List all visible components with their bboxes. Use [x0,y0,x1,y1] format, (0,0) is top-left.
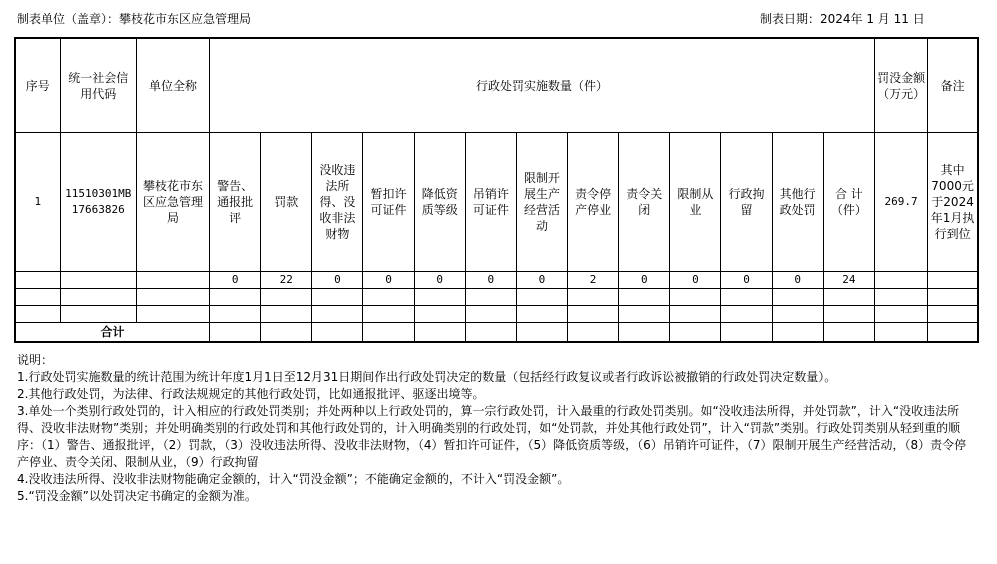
count-business-restriction: 0 [516,272,567,289]
data-row [15,133,978,272]
count-code-blank [60,272,136,289]
count-detention: 0 [721,272,772,289]
subheader-qualification-downgrade: 降低资质等级 [414,133,465,272]
subheader-production-suspension: 责令停产停业 [568,133,619,272]
notes-title: 说明： [17,353,54,367]
table-header-row [15,38,978,133]
subheader-total-count: 合 计（件） [823,133,874,272]
note-item: 2.其他行政处罚，为法律、行政法规规定的其他行政处罚，比如通报批评、驱逐出境等。 [17,387,485,401]
subheader-fine: 罚款 [261,133,312,272]
count-remark-blank [928,272,978,289]
header-seq: 序号 [15,38,60,133]
row-remark: 其中7000元于2024年1月执行到位 [928,133,978,272]
note-item: 3.单处一个类别行政处罚的，计入相应的行政处罚类别；并处两种以上行政处罚的，算一宗行政处罚，计入最重的行政处罚类别。如“没收违法所得，并处罚款”，计入“没收违法所得、没收非法财物”类别；并处明确类别的行政处罚和其他行政处罚的，计入明确类别的行政处罚，如“处罚款，并处其他行政处罚”，计入“罚款”类别。行政处罚类别从轻到重的顺序：（1）警告、通报批评，（2）罚款，（3）没收违法所得、没收非法财物，（4）暂扣许可证件，（5）降低资质等级，（6）吊销许可证件，（7）限制开展生产经营活动，（8）责令停产停业、责令关闭、限制从业，（9）行政拘留 [17,404,967,469]
note-item: 4.没收违法所得、没收非法财物能确定金额的，计入“罚没金额”；不能确定金额的，不计入“罚没金额”。 [17,472,570,486]
header-credit-code: 统一社会信用代码 [60,38,136,133]
count-confiscation: 0 [312,272,363,289]
note-item: 1.行政处罚实施数量的统计范围为统计年度1月1日至12月31日期间作出行政处罚决定的数量（包括经行政复议或者行政诉讼被撤销的行政处罚决定数量）。 [17,370,837,384]
subheader-employment-restriction: 限制从业 [670,133,721,272]
subheader-license-suspension: 暂扣许可证件 [363,133,414,272]
header-amount: 罚没金额（万元） [875,38,928,133]
count-row [15,272,978,289]
count-closure: 0 [619,272,670,289]
reporting-unit-label: 制表单位（盖章）：攀枝花市东区应急管理局 [17,12,252,26]
report-date-label: 制表日期：2024年 1 月 11 日 [760,12,925,26]
subheader-warning: 警告、通报批评 [210,133,261,272]
count-license-revocation: 0 [465,272,516,289]
header-unit-name: 单位全称 [136,38,209,133]
penalty-statistics-table [14,37,979,343]
notes-section [17,352,977,505]
subheader-other-penalty: 其他行政处罚 [772,133,823,272]
count-license-suspension: 0 [363,272,414,289]
row-amount: 269.7 [875,133,928,272]
count-other-penalty: 0 [772,272,823,289]
count-production-suspension: 2 [568,272,619,289]
row-credit-code: 11510301MB17663826 [60,133,136,272]
blank-row [15,306,978,323]
count-total: 24 [823,272,874,289]
header-remark: 备注 [928,38,978,133]
count-employment-restriction: 0 [670,272,721,289]
row-seq: 1 [15,133,60,272]
header-penalty-count-group: 行政处罚实施数量（件） [210,38,875,133]
blank-row [15,289,978,306]
total-label: 合计 [15,323,210,343]
total-row [15,323,978,343]
subheader-license-revocation: 吊销许可证件 [465,133,516,272]
subheader-confiscation: 没收违法所得、没收非法财物 [312,133,363,272]
note-item: 5.“罚没金额”以处罚决定书确定的金额为准。 [17,489,257,503]
row-unit-name: 攀枝花市东区应急管理局 [136,133,209,272]
count-seq-blank [15,272,60,289]
count-fine: 22 [261,272,312,289]
subheader-closure: 责令关闭 [619,133,670,272]
subheader-business-restriction: 限制开展生产经营活动 [516,133,567,272]
count-warning: 0 [210,272,261,289]
count-name-blank [136,272,209,289]
subheader-detention: 行政拘留 [721,133,772,272]
count-amount-blank [875,272,928,289]
count-qualification-downgrade: 0 [414,272,465,289]
